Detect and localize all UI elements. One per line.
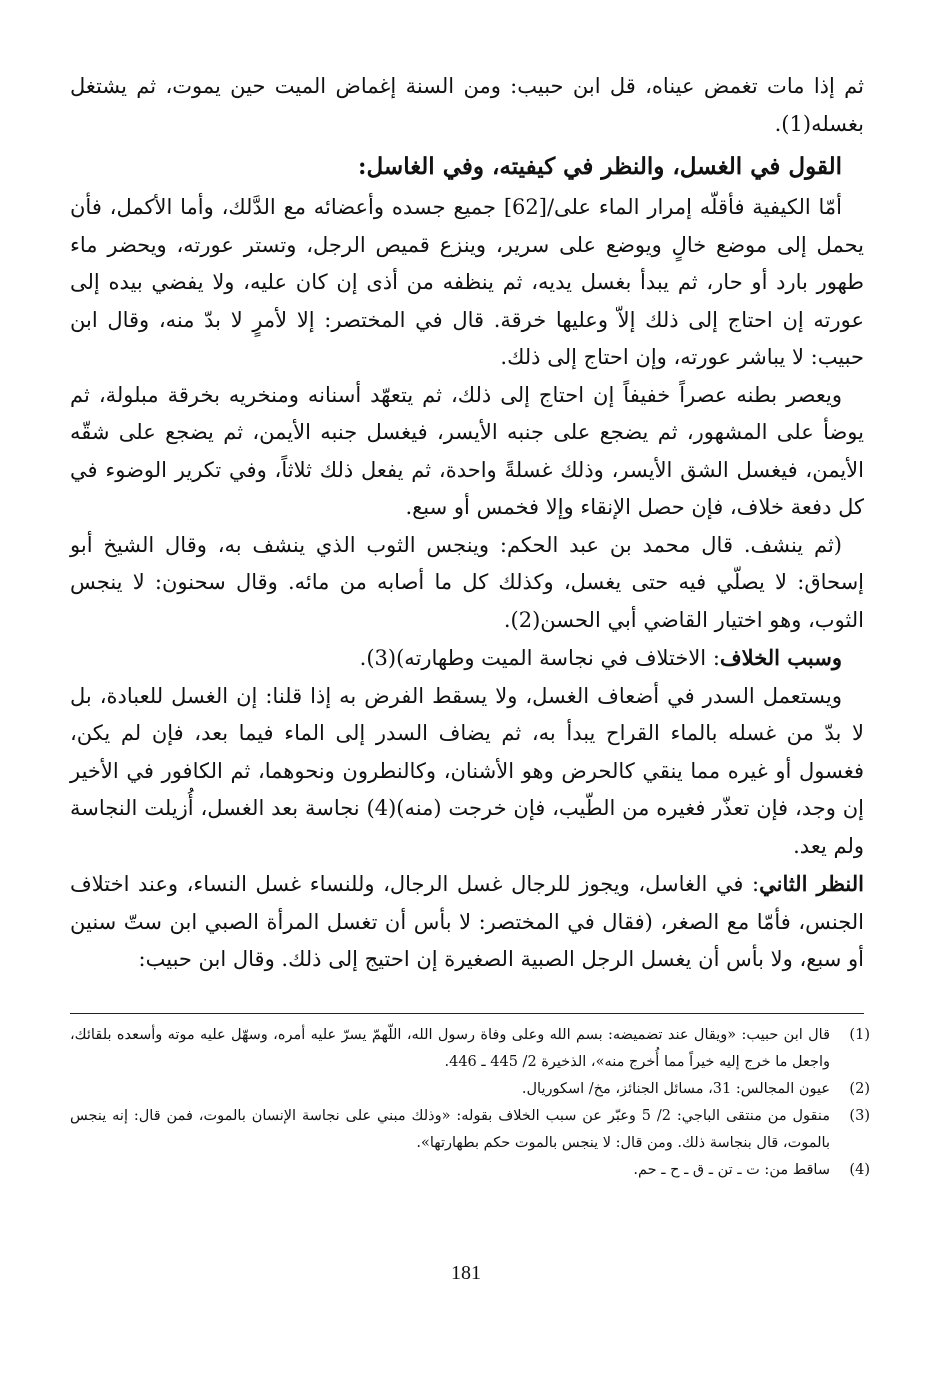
- footnote-4: [70, 1157, 870, 1184]
- section-heading: القول في الغسل، والنظر في كيفيته، وفي الغاسل:: [358, 153, 842, 180]
- paragraph-5-rest: : الاختلاف في نجاسة الميت وطهارته)(3).: [359, 646, 720, 670]
- footnotes: [70, 1022, 870, 1184]
- paragraph-7-bold-lead: النظر الثاني: [759, 871, 864, 896]
- footnote-text: منقول من منتقى الباجي: 2/ 5 وعبّر عن سبب الخلاف بقوله: «وذلك مبني على نجاسة الإنسان بالموت، فمن قال: إنه ينجس بالموت، قال بنجاسة ذلك. ومن قال: لا ينجس بالموت حكم بطهارتها».: [70, 1108, 831, 1151]
- footnote-3: [70, 1103, 870, 1157]
- paragraph-4: (ثم ينشف. قال محمد بن عبد الحكم: وينجس الثوب الذي ينشف به، وقال الشيخ أبو إسحاق: لا يصلّي فيه حتى يغسل، وكذلك كل ما أصابه من مائه. وقال سحنون: لا ينجس الثوب، وهو اختيار القاضي أبي الحسن(2).: [70, 532, 864, 632]
- footnote-number: (3): [849, 1108, 870, 1124]
- footnote-text: عيون المجالس: 31، مسائل الجنائز، مخ/ اسكوريال.: [521, 1081, 830, 1097]
- paragraph-7-rest: : في الغاسل، ويجوز للرجال غسل الرجال، وللنساء غسل النساء، وعند اختلاف الجنس، فأمّا مع الصغر، (فقال في المختصر: لا بأس أن تغسل المرأة الصبي ابن ستّ سنين أو سبع، ولا بأس أن يغسل الرجل الصبية الصغيرة إن احتيج إلى ذلك. وقال ابن حبيب:: [70, 872, 864, 971]
- footnote-text: قال ابن حبيب: «ويقال عند تضميضه: بسم الله وعلى وفاة رسول الله، اللّهمّ يسرّ عليه أمره، وسهّل عليه موته وأسعده بلقائك، واجعل ما خرج إليه خيراً مما أُخرج منه»، الذخيرة 2/ 445 ـ 446.: [70, 1027, 830, 1070]
- page-number: 181: [451, 1262, 481, 1284]
- footnote-text: ساقط من: ت ـ تن ـ ق ـ ح ـ حم.: [633, 1162, 830, 1178]
- paragraph-5-bold-lead: وسبب الخلاف: [719, 645, 842, 670]
- footnote-number: (2): [849, 1081, 870, 1097]
- footnote-number: (1): [849, 1027, 870, 1043]
- paragraph-6: ويستعمل السدر في أضعاف الغسل، ولا يسقط الفرض به إذا قلنا: إن الغسل للعبادة، بل لا بدّ من غسله بالماء القراح يبدأ به، ثم يضاف السدر إلى الماء فيما بعد، فإن لم يكن، فغسول أو غيره مما ينقي كالحرض وهو الأشنان، وكالنطرون ونحوهما، ثم الكافور في الأخير إن وجد، فإن تعذّر فغيره من الطّيب، فإن خرجت (منه)(4) نجاسة بعد الغسل، أُزيلت النجاسة ولم يعد.: [70, 683, 865, 858]
- paragraph-1: ثم إذا مات تغمض عيناه، قل ابن حبيب: ومن السنة إغماض الميت حين يموت، ثم يشتغل بغسله(1).: [70, 74, 864, 136]
- main-text: [70, 68, 864, 979]
- paragraph-3: ويعصر بطنه عصراً خفيفاً إن احتاج إلى ذلك، ثم يتعهّد أسنانه ومنخريه بخرقة مبلولة، ثم يوضأ على المشهور، ثم يضجع على جنبه الأيسر، فيغسل جنبه الأيمن، ثم يضجع على شقّه الأيمن، فيغسل الشق الأيسر، وذلك غسلةً واحدة، ثم يفعل ذلك ثلاثاً، وفي تكرير الوضوء في كل دفعة خلاف، فإن حصل الإنقاء وإلا فخمس أو سبع.: [70, 382, 864, 519]
- paragraph-7: [70, 865, 864, 979]
- footnote-number: (4): [849, 1162, 870, 1178]
- footnote-2: [70, 1076, 870, 1103]
- paragraph-2: أمّا الكيفية فأقلّه إمرار الماء على/[62] جميع جسده وأعضائه مع الدَّلك، وأما الأكمل، فأن يحمل إلى موضع خالٍ ويوضع على سرير، وينزع قميص الرجل، وتستر عورته، ويحضر ماء طهور بارد أو حار، ثم يبدأ بغسل يديه، ثم ينظفه من أذى إن كان عليه، ولا يفضي بيده إلى عورته إن احتاج إلى ذلك إلاّ وعليها خرقة. قال في المختصر: إلا لأمرٍ لا بدّ منه، وقال ابن حبيب: لا يباشر عورته، وإن احتاج إلى ذلك.: [70, 195, 864, 369]
- paragraph-5: [70, 639, 864, 678]
- footnote-separator: [70, 1013, 864, 1014]
- footnote-1: [70, 1022, 870, 1076]
